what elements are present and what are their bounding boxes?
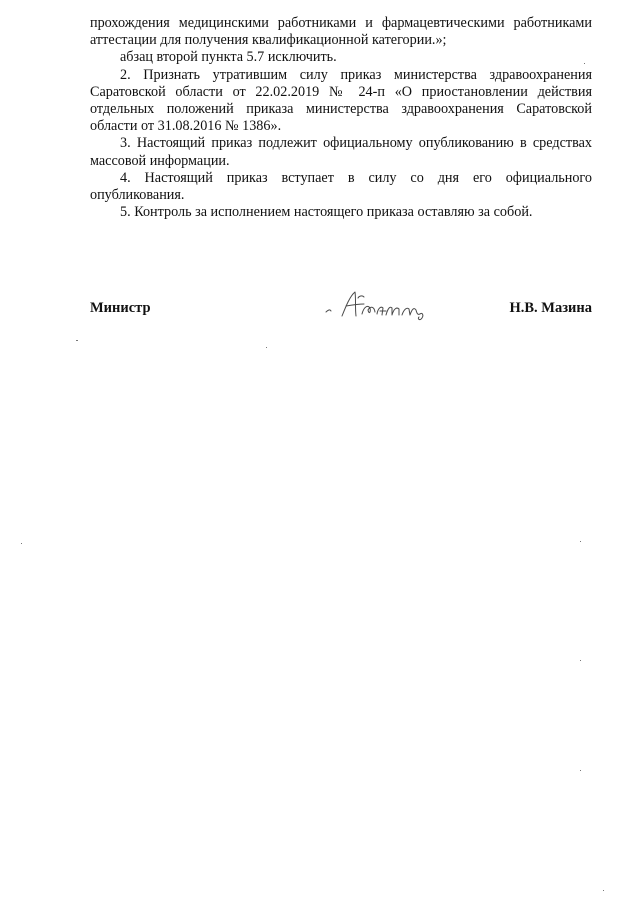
scan-speck xyxy=(580,660,581,661)
paragraph-continuation: прохождения медицинскими работниками и фармацевтическими работниками аттестации для получения квалификационной категории.»; xyxy=(90,15,592,49)
paragraph-item-4: 4. Настоящий приказ вступает в силу со дня его официального опубликования. xyxy=(90,169,592,204)
paragraph-item-5: 5. Контроль за исполнением настоящего приказа оставляю за собой. xyxy=(120,204,533,221)
signer-title: Министр xyxy=(90,300,151,316)
scan-speck xyxy=(76,340,78,341)
signature-row xyxy=(90,300,592,324)
scan-speck xyxy=(580,541,581,542)
scan-speck xyxy=(580,770,581,771)
paragraph-item-2: 2. Признать утратившим силу приказ министерства здравоохранения Саратовской области от 22.02.2019 № 24-п «О приостановлении действия отдельных положений приказа министерства здравоохранения Саратовской области от 31.08.2016 № 1386». xyxy=(90,66,592,135)
scan-speck xyxy=(266,347,267,348)
paragraph-abzac: абзац второй пункта 5.7 исключить. xyxy=(120,49,337,66)
scan-speck xyxy=(603,890,604,891)
paragraph-item-3: 3. Настоящий приказ подлежит официальному опубликованию в средствах массовой информации. xyxy=(90,135,592,169)
document-body xyxy=(90,15,592,221)
scan-speck xyxy=(584,63,585,64)
handwritten-signature xyxy=(322,288,442,326)
signer-name: Н.В. Мазина xyxy=(509,300,592,316)
scan-speck xyxy=(21,543,22,544)
